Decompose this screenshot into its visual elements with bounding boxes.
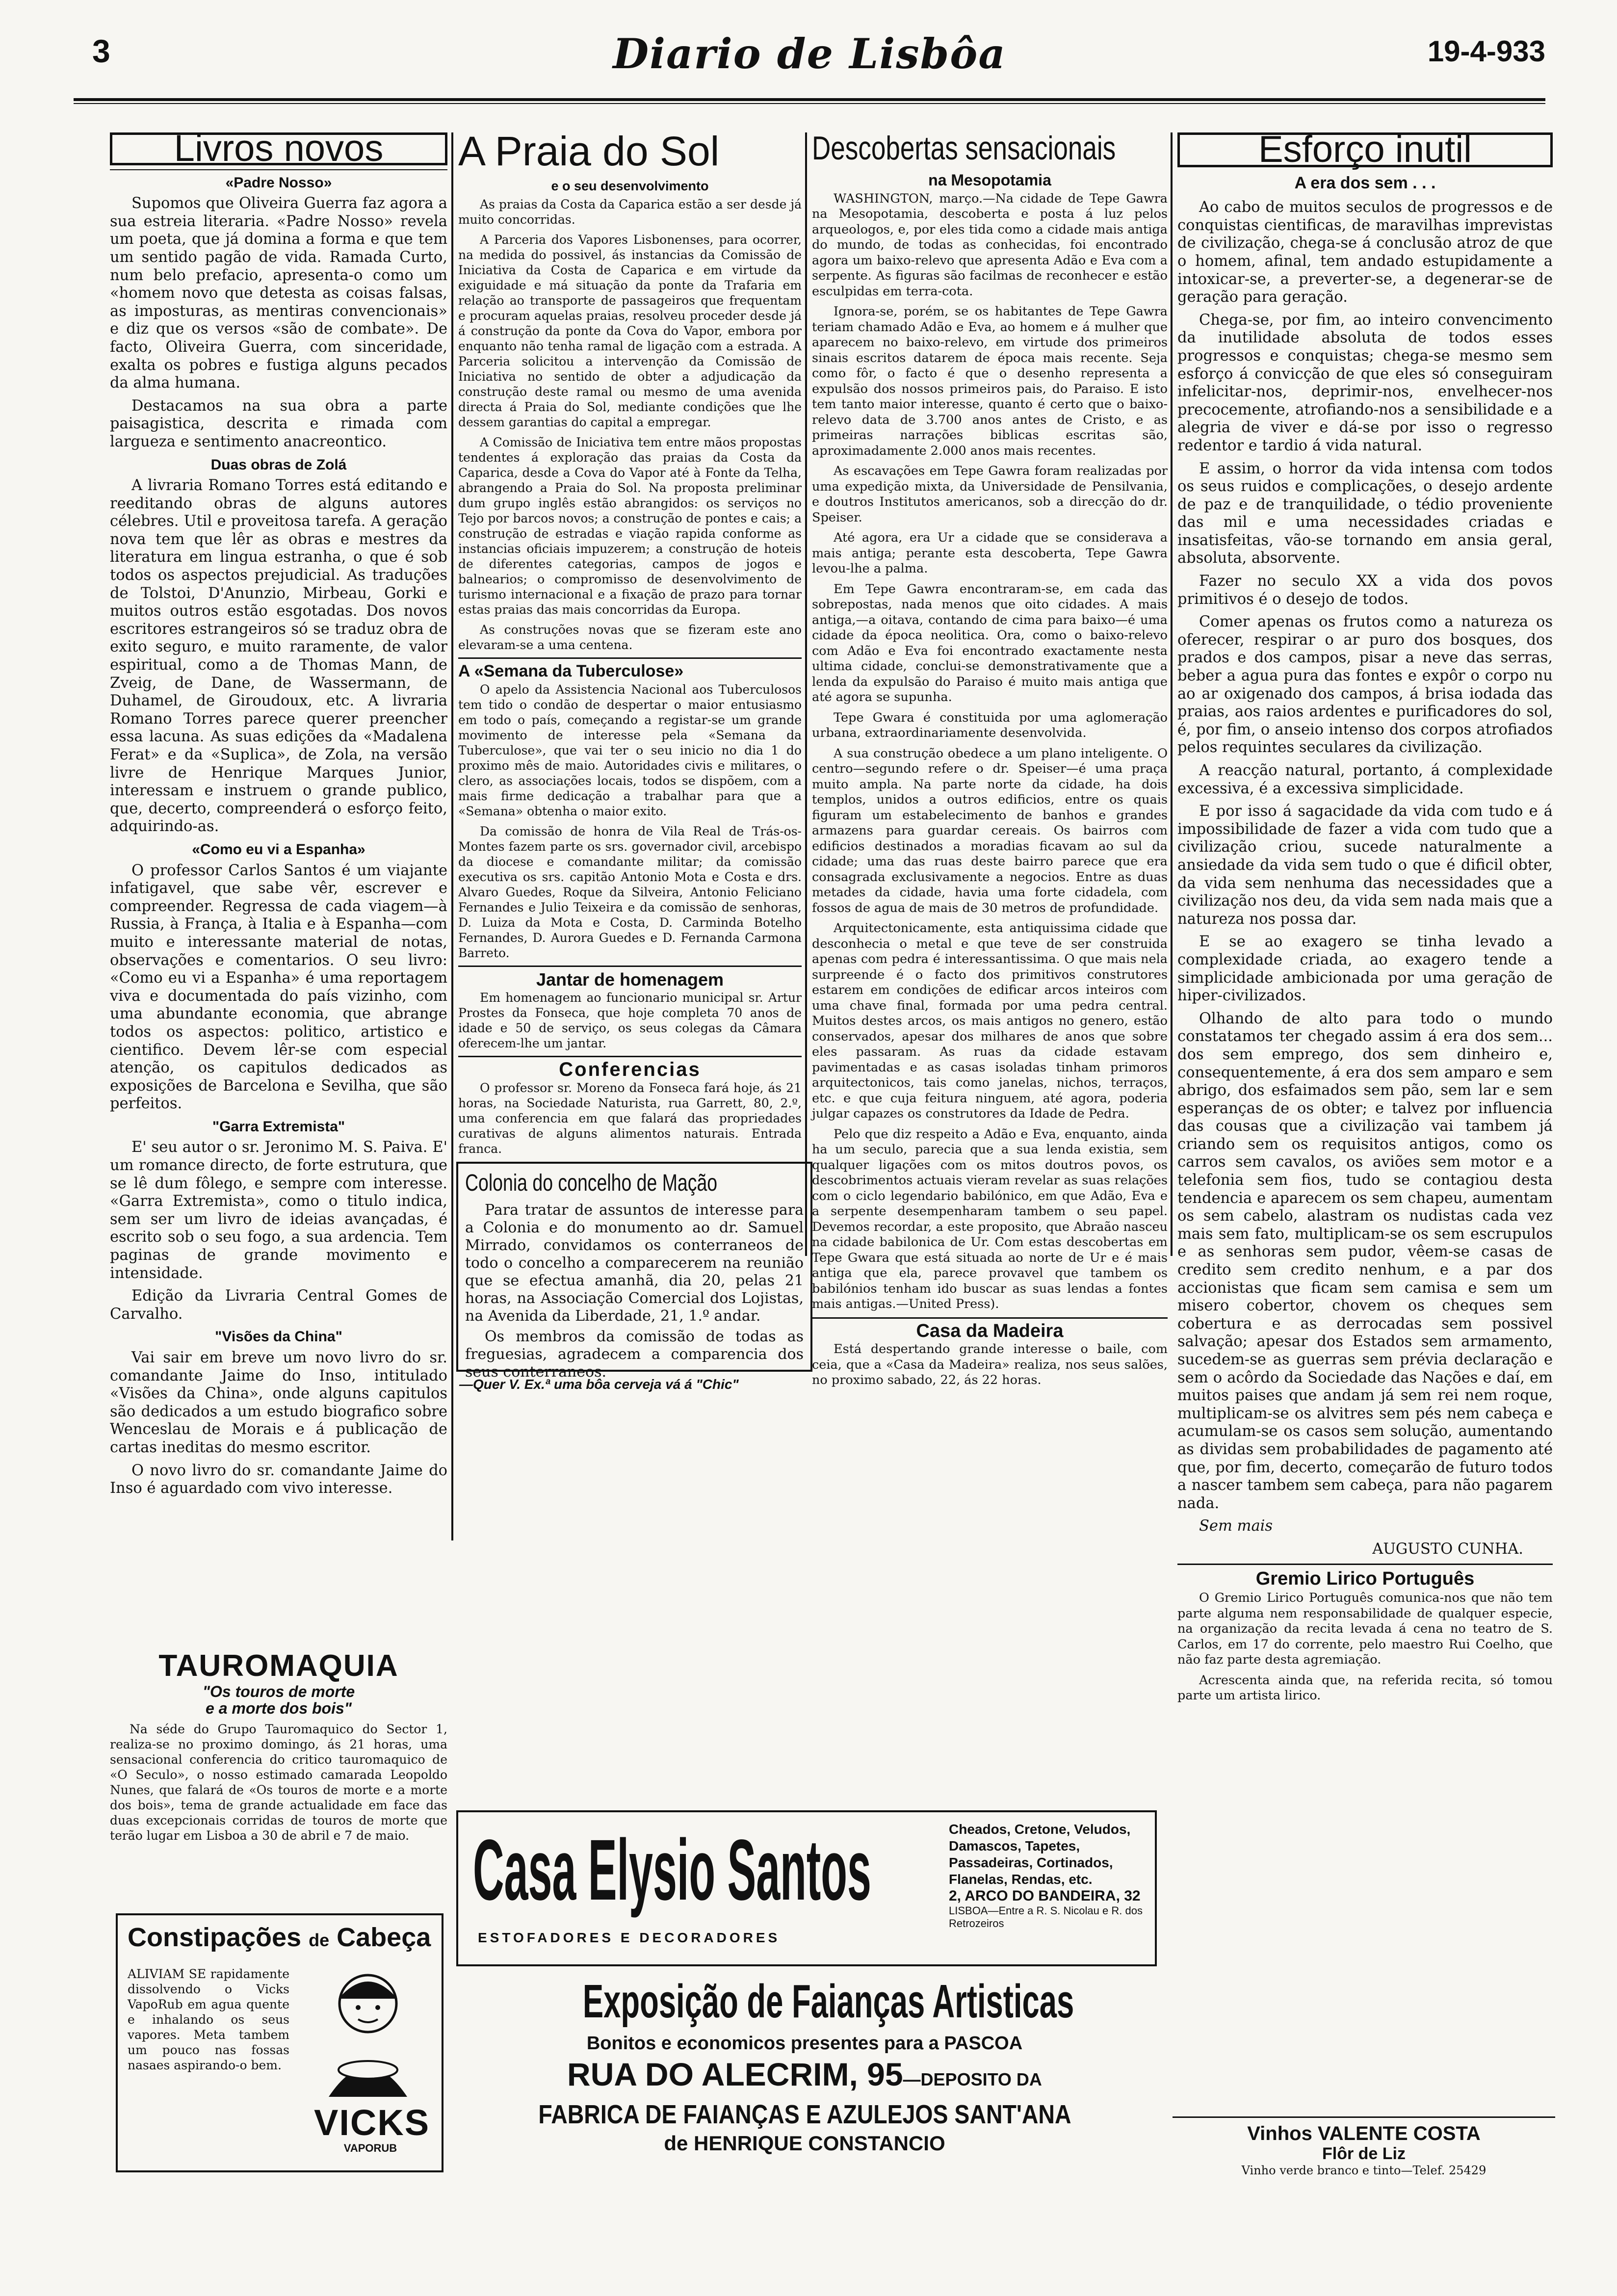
subhead: Jantar de homenagem [536, 969, 724, 990]
paragraph: Está despertando grande interesse o baile, com ceia, que a «Casa da Madeira» realiza, nos seus salões, no proximo sabado, 22, ás 22 horas. [812, 1342, 1168, 1387]
section-title: A Praia do Sol [458, 128, 720, 174]
divider [1177, 1564, 1553, 1565]
faiancas-deposito: —DEPOSITO DA [903, 2069, 1042, 2089]
paragraph: A sua construção obedece a um plano inteligente. O centro—segundo refere o dr. Speiser—é uma praça muito ampla. Na parte norte da cidade, ha dois templos, unidos a outros edificios, entre os quais figuram um estabelecimento de banhos e grandes armazens para guardar cereais. Os bairros com edificios destinados a moradias ficavam ao sul da cidade; uma das ruas deste bairro parece que era consagrada exclusivamente a negocios. Entre as duas metades da cidade, havia uma forte cidadela, com fossos de agua de mais de 30 metros de profundidade. [812, 746, 1168, 915]
vicks-headline-a: Constipações [128, 1923, 302, 1952]
chic-slogan: —Quer V. Ex.ª uma bôa cerveja vá á "Chic" [459, 1377, 739, 1392]
paragraph: Comer apenas os frutos como a natureza os oferecer, respirar o ar puro dos bosques, dos prados e dos campos, pisar a neve das serras, beber a agua pura das fontes e expôr o corpo nu ao ar oxigenado dos campos, á brisa iodada das praias, aos raios ardentes e purificadores do sol, é, por fim, o anseio intenso dos corpos atrofiados pelos requintes seculares da civilização. [1177, 613, 1553, 757]
tauromaquia-subtitle: "Os touros de morte [202, 1683, 355, 1700]
elysio-line: Damascos, Tapetes, Passadeiras, Cortinados, Flanelas, Rendas, etc. [949, 1838, 1113, 1887]
paragraph: A Comissão de Iniciativa tem entre mãos propostas tendentes á exploração das praias da Costa da Caparica, desde a Cova do Vapor até à Fonte da Telha, abrangendo a Praia do Sol. Na proposta preliminar dum grupo inglês estão abrangidos: os serviços no Tejo por barcos novos; a construção de pontes e cais; a construção de estradas e viação rapida conforme as instancias oficiais impuzerem; a construção de hoteis de diferentes categorias, campos de jogos e balnearios; o compromisso de desenvolvimento de turismo internacional e a fixação de prazo para tornar estas praias das mais concorridas da Europa. [458, 435, 802, 617]
column-rule [805, 132, 807, 1256]
subhead: Gremio Lirico Português [1255, 1568, 1475, 1589]
paragraph: Acrescenta ainda que, na referida recita, só tomou parte um artista lirico. [1177, 1672, 1553, 1703]
paragraph: O Gremio Lirico Português comunica-nos que não tem parte alguma nem responsabilidade de qualquer especie, na organização da recita levada á cena no teatro de S. Carlos, em 17 do corrente, pelo maestro Rui Coelho, que não faz parte desta agremiação. [1177, 1591, 1553, 1668]
paragraph: Até agora, era Ur a cidade que se considerava a mais antiga; perante esta descoberta, Tepe Gawra levou-lhe a palma. [812, 530, 1168, 576]
divider [458, 1056, 802, 1057]
subhead: e o seu desenvolvimento [551, 179, 709, 193]
tauromaquia-notice [110, 1648, 447, 1884]
vicks-headline [118, 1915, 442, 1955]
paragraph: Chega-se, por fim, ao inteiro convencimento da inutilidade absoluta de todos esses progressos e conquistas; chega-se mesmo sem esforço á convicção de que eles só conseguiram infelicitar-nos, deprimir-nos, envelhecer-nos precocemente, atrofiando-nos a sensibilidade e a alegria de viver e dá-se por isso o regresso redentor e tardio á vida natural. [1177, 311, 1553, 454]
column-rule [451, 132, 453, 1540]
vinhos-subtitle: Flôr de Liz [1322, 2144, 1406, 2163]
column-livros-novos [110, 128, 447, 1663]
elysio-name-text: Casa Elysio Santos [473, 1822, 871, 1918]
vicks-headline-c: Cabeça [337, 1923, 431, 1952]
vinhos-line: Vinho verde branco e tinto—Telef. 25429 [1241, 2164, 1487, 2177]
faiancas-owner: de HENRIQUE CONSTANCIO [664, 2132, 945, 2155]
paragraph: Fazer no seculo XX a vida dos povos primitivos é o desejo de todos. [1177, 573, 1553, 608]
paragraph: Ao cabo de muitos seculos de progressos e de conquistas cientificas, de maravilhas imprevistas de civilização, chega-se á conclusão atroz de que o homem, afinal, tem andado estupidamente a intoxicar-se, a preverter-se, a degenerar-se de geração para geração. [1177, 199, 1553, 306]
paragraph: E' seu autor o sr. Jeronimo M. S. Paiva. E' um romance directo, de forte estrutura, que se lê dum fôlego, e sempre com interesse. «Garra Extremista», como o titulo indica, sem ser um livro de ideias avançadas, é escrito sob o seu fogo, a sua ardencia. Tem paginas de grande movimento e intensidade. [110, 1139, 447, 1282]
subhead: «Padre Nosso» [225, 174, 332, 191]
signature: AUGUSTO CUNHA. [1372, 1540, 1523, 1558]
subhead: "Visões da China" [215, 1329, 342, 1345]
paragraph: Pelo que diz respeito a Adão e Eva, enquanto, ainda ha um seculo, parecia que a sua lenda existia, sem qualquer ligações com os mitos doutros povos, os descobrimentos actuais vieram revelar as suas relações com o ciclo legendario babilónico, em que Adão, Eva e a serpente desempenharam tambem o seu papel. Devemos recordar, a este proposito, que Abraão nasceu na cidade babilonica de Ur. Com estas descobertas em Tepe Gwara que está situada ao norte de Ur e é mais antiga que ela, parece provavel que tambem os babilónios tenham ido buscar as suas lendas a fontes mais antigas.—United Press). [812, 1126, 1168, 1311]
tauromaquia-subtitle: e a morte dos bois" [206, 1699, 352, 1717]
column-praia-do-sol [458, 128, 802, 1156]
issue-date: 19-4-933 [1427, 35, 1545, 68]
masthead: Diario de Lisbôa [613, 29, 1006, 78]
vinhos-ad [1173, 2112, 1555, 2175]
elysio-location: LISBOA—Entre a R. S. Nicolau e R. dos Retrozeiros [949, 1905, 1143, 1930]
elysio-tagline: ESTOFADORES E DECORADORES [478, 1930, 781, 1945]
faiancas-title-text: Exposição de Faianças Artisticas [582, 1975, 1074, 2028]
vicks-headline-b: de [309, 1930, 330, 1950]
paragraph: Da comissão de honra de Vila Real de Trás-os-Montes fazem parte os srs. governador civil, arcebispo da diocese e comandante militar; da comissão executiva os srs. capitão Antonio Mota e Costa e drs. Alvaro Guedes, Roque da Silveira, Antonio Feliciano Fernandes e Julio Teixeira e da comissão de senhoras, D. Luiza da Mota e Costa, D. Carminda Botelho Fernandes, D. Aurora Guedes e D. Fernanda Carmona Barreto. [458, 824, 802, 960]
column-esforco-inutil [1177, 128, 1553, 1707]
tauromaquia-body: Na séde do Grupo Tauromaquico do Sector 1, realiza-se no proximo domingo, ás 21 horas, uma sensacional conferencia do critico tauromaquico de «O Seculo», o nosso estimado camarada Leopoldo Nunes, que falará de «Os touros de morte e a morte dos bois», tema de grande actualidade em face das duas excepcionais corridas de touros de morte que terão lugar em Lisboa a 30 de abril e 7 de maio. [110, 1722, 447, 1843]
section-title: Livros novos [110, 132, 447, 165]
paragraph: As construções novas que se fizeram este ano elevaram-se a uma centena. [458, 623, 802, 652]
paragraph: O novo livro do sr. comandante Jaime do Inso é aguardado com vivo interesse. [110, 1461, 447, 1497]
vicks-logo-sub: VAPORUB [343, 2142, 397, 2154]
paragraph: As escavações em Tepe Gawra foram realizadas por uma expedição mixta, da Universidade de Pensilvania, e doutros Institutos americanos, sob a direcção do dr. Speiser. [812, 464, 1168, 525]
paragraph: Os membros da comissão de todas as freguesias, agradecem a comparencia dos seus conterraneos. [465, 1328, 804, 1381]
vicks-ad [116, 1913, 443, 2172]
paragraph: Destacamos na sua obra a parte paisagistica, descrita e rimada com largueza e sentimento anacreontico. [110, 397, 447, 450]
casa-elysio-santos-ad [456, 1810, 1157, 1966]
paragraph: Arquitectonicamente, esta antiquissima cidade que desconhecia o metal e que teve de ser construida apenas com pedra é interessantissima. O que mais nela surpreende é o facto dos primitivos construtores estarem em condições de edificar arcos inteiros com uma chave final, formada por uma pedra central. Muitos destes arcos, os mais antigos no genero, estão conservados, apesar dos milhares de anos que sobre eles passaram. As ruas da cidade estavam pavimentadas e as casas isoladas tinham primoros arquitectonicos, tais como janelas, nichos, terraços, etc. e que cuja feitura ninguem, até agora, poderia julgar capazes os construtores da Idade de Pedra. [812, 921, 1168, 1121]
subhead: A «Semana da Tuberculose» [458, 662, 684, 680]
header-rule-thin [74, 103, 1545, 104]
paragraph: As praias da Costa da Caparica estão a ser desde já muito concorridas. [458, 197, 802, 227]
faiancas-address [456, 2056, 1153, 2098]
paragraph: O professor sr. Moreno da Fonseca fará hoje, ás 21 horas, na Sociedade Naturista, rua Garrett, 80, 2.º, uma conferencia em que falará das propriedades curativas de alguns alimentos naturais. Entrada franca. [458, 1081, 802, 1156]
elysio-name [473, 1821, 1270, 1919]
paragraph: E assim, o horror da vida intensa com todos os seus ruidos e complicações, o desejo ardente de paz e de tranquilidade, o tédio proveniente das mil e uma necessidades criadas e insatisfeitas, vão-se tornando em ansia geral, absoluta, absorvente. [1177, 460, 1553, 567]
subhead: A era dos sem . . . [1294, 173, 1436, 192]
section-title [812, 128, 1168, 169]
faiancas-factory-text: FABRICA DE FAIANÇAS E AZULEJOS SANT'ANA [538, 2100, 1071, 2129]
paragraph: O professor Carlos Santos é um viajante infatigavel, que sabe vêr, escrever e compreender. Regressa de cada viagem—à Russia, à França, à Italia e à Espanha—com muito e interessante material de notas, observações e comentarios. O seu livro: «Como eu vi a Espanha» é uma reportagem viva e documentada do país vizinho, com uma abundante economia, que abrange todos os aspectos: politico, artistico e cientifico. Devem lêr-se com especial atenção, os capitulos dedicados as exposições de Barcelona e Sevilha, que são perfeitos. [110, 861, 447, 1113]
faiancas-factory [456, 2098, 1153, 2131]
macao-notice [456, 1162, 812, 1381]
subhead: «Como eu vi a Espanha» [192, 841, 365, 858]
paragraph: A livraria Romano Torres está editando e reeditando obras de alguns autores célebres. Util e proveitosa tarefa. A geração nova tem que lêr as obras e mestres da literatura em lingua estranha, o que é sob todos os aspectos prejudicial. As traduções de Tolstoi, D'Anunzio, Mirbeau, Gorki e muitos outros estão esgotadas. Dos novos escritores estrangeiros só se traduz obra de exito seguro, e muito raramente, de valor espiritual, como a de Thomas Mann, de Zveig, de Dane, de Wassermann, de Duhamel, de Giroudoux, etc. A livraria Romano Torres parece querer preencher essa lacuna. As suas edições da «Madalena Ferat» e da «Suplica», de Zola, na versão livre de Henrique Marques Junior, interessam e instruem o grande publico, que, decerto, compreenderá o esforço feito, adquirindo-as. [110, 477, 447, 835]
paragraph: O apelo da Assistencia Nacional aos Tuberculosos tem tido o condão de despertar o maior entusiasmo em todo o país, começando a registar-se um grande movimento de interesse pela «Semana da Tuberculose», que vai ter o seu inicio no dia 1 do proximo mês de maio. Autoridades civis e militares, o clero, as associações locais, todos se dispõem, com a mais firme dedicação a trabalhar para que a «Semana» obtenha o maior exito. [458, 682, 802, 818]
paragraph: Para tratar de assuntos de interesse para a Colonia e do monumento ao dr. Samuel Mirrado, convidamos os conterraneos de todo o concelho a comparecerem na reunião que se efectua amanhã, dia 20, pelas 21 horas, na Associação Comercial dos Lojistas, na Avenida da Liberdade, 21, 1.º andar. [465, 1201, 804, 1325]
divider [812, 1317, 1168, 1319]
section-title-text: Descobertas sensacionais [812, 130, 1116, 167]
tauromaquia-title: TAUROMAQUIA [158, 1649, 399, 1683]
paragraph: Sem mais [1199, 1517, 1273, 1535]
page-number: 3 [92, 33, 110, 69]
subhead: "Garra Extremista" [212, 1118, 345, 1135]
paragraph: WASHINGTON, março.—Na cidade de Tepe Gawra na Mesopotamia, descoberta e posta á luz pelos arqueologos, e, por eles tida como a cidade mais antiga do mundo, de todas as conhecidas, foi encontrado agora um baixo-relevo que apresenta Adão e Eva com a serpente. As figuras são facilmas de reconhecer e estão esculpidas em terra-cota. [812, 191, 1168, 299]
paragraph: Em homenagem ao funcionario municipal sr. Artur Prostes da Fonseca, que hoje completa 70 anos de idade e 50 de serviço, os seus colegas da Câmara oferecem-lhe um jantar. [458, 991, 802, 1050]
paragraph: E se ao exagero se tinha levado a complexidade criada, ao exagero tende a simplicidade ambicionada por uma geração de hiper-civilizados. [1177, 933, 1553, 1005]
subhead: Casa da Madeira [916, 1320, 1064, 1341]
macao-title-text: Colonia do concelho de Mação [465, 1170, 718, 1196]
divider [1173, 2116, 1555, 2118]
section-title: Esforço inutil [1177, 132, 1553, 167]
paragraph: Tepe Gwara é constituida por uma aglomeração urbana, extraordinariamente desenvolvida. [812, 710, 1168, 740]
column-rule [1171, 132, 1173, 1256]
vinhos-title: Vinhos VALENTE COSTA [1247, 2123, 1481, 2144]
paragraph: E por isso á sagacidade da vida com tudo e á impossibilidade de fazer a vida com tudo que a civilização criou, sucede naturalmente a ansiedade da vida sem tudo o que é dificil obter, da vida sem nenhuma das necessidades que a civilização nos deu, da vida sem nada mais que a natureza nos possa dar. [1177, 803, 1553, 928]
elysio-line: Cheados, Cretone, Veludos, [949, 1822, 1131, 1837]
column-descobertas [812, 128, 1168, 1388]
vicks-logo: VICKS [314, 2102, 430, 2143]
paragraph: Supomos que Oliveira Guerra faz agora a sua estreia literaria. «Padre Nosso» revela um poeta, que já domina a forma e que tem um sentido pagão de vida. Ramada Curto, num belo prefacio, apresenta-o como um «homem novo que detesta as coisas falsas, as imposturas, as mentiras convencionais» e diz que os versos «são de combate». De facto, Oliveira Guerra, com sinceridade, exalta os pobres e fustiga alguns pecados da alma humana. [110, 195, 447, 392]
paragraph: Em Tepe Gawra encontraram-se, em cada das sobrepostas, nada menos que oito cidades. A mais antiga,—a oitava, contando de cima para baixo—é uma cidade da época neolitica. Ora, como o baixo-relevo com Adão e Eva foi encontrado exactamente nesta ultima cidade, conclui-se demonstrativamente que a lenda da expulsão do Paraiso é muito mais antiga que até agora se supunha. [812, 581, 1168, 704]
elysio-details [949, 1821, 1145, 1930]
faiancas-line: Bonitos e economicos presentes para a PASCOA [586, 2033, 1023, 2054]
divider [458, 657, 802, 659]
paragraph: A Parceria dos Vapores Lisbonenses, para ocorrer, na medida do possivel, ás instancias da Comissão de Iniciativa da Costa de Caparica e em virtude da exiguidade e má situação da ponte da Trafaria em relação ao transporte de passageiros que frequentam e procuram aquelas praias, resolveu proceder desde já á construção da ponte da Cova do Vapor, embora por enquanto não tenha ramal de ligação com a estrada. A Parceria solicitou a intervenção da Comissão de Iniciativa no sentido de obter a adjudicação da construção deste ramal ou mesmo de uma avenida directa á Praia do Sol, mediante condições que lhe dessem garantias do capital a empregar. [458, 233, 802, 429]
divider [458, 965, 802, 967]
vicks-body: ALIVIAM SE rapidamente dissolvendo o Vicks VapoRub em agua quente e inhalando os seus vapores. Meta tambem um pouco nas fossas nasaes aspirando-o bem. [128, 1967, 289, 2072]
woman-illustration-icon [309, 1964, 427, 2097]
elysio-address: 2, ARCO DO BANDEIRA, 32 [949, 1888, 1141, 1904]
header-rule [74, 98, 1545, 101]
faiancas-street: RUA DO ALECRIM, 95 [567, 2056, 903, 2092]
faiancas-ad [456, 1972, 1153, 2168]
macao-title [465, 1170, 804, 1197]
faiancas-title [456, 1972, 1153, 2031]
paragraph: Edição da Livraria Central Gomes de Carvalho. [110, 1287, 447, 1323]
paragraph: Olhando de alto para todo o mundo constatamos ter chegado assim á era dos sem... dos sem emprego, dos sem dinheiro e, consequentemente, á era dos sem amparo e sem abrigo, dos esfaimados sem pão, sem lar e sem esperanças de os obter; e talvez por influencia das cousas que a civilização vai tambem já criando sem os requisitos antigos, como os carros sem cavalos, os aviões sem motor e a telefonia sem fios, tudo se contagiou desta tendencia e aparecem os sem chapeu, aumentam os sem cabelo, alastram os nudistas cada vez mais sem fato, multiplicam-se os sem escrupulos e as senhoras sem pudor, vêem-se casas de credito sem credito nenhum, e a par dos accionistas que ficam sem camisa e sem um misero cobertor, chovem os cheques sem cobertura e as derrocadas sem possivel salvação; apesar dos Estados sem armamento, sucedem-se as guerras sem prévia declaração e sem o acôrdo da Sociedade das Nações e daí, em muitos paises que andam já sem rei nem roque, multiplicam-se os alvitres sem pés nem cabeça e acumulam-se os casos sem solução, aumentando as dividas sem probabilidades de pagamento até que, por fim, decerto, começarão de futuro todos a nascer tambem sem cabeça, para não pagarem nada. [1177, 1010, 1553, 1512]
paragraph: A reacção natural, portanto, á complexidade excessiva, é a excessiva simplicidade. [1177, 762, 1553, 797]
subhead: na Mesopotamia [928, 171, 1051, 189]
subhead: Duas obras de Zolá [210, 456, 347, 473]
paragraph: Ignora-se, porém, se os habitantes de Tepe Gawra teriam chamado Adão e Eva, ao homem e á mulher que aparecem no baixo-relevo, em virtude dos primeiros sinais escritos datarem de época mais recente. Seja como fôr, o facto é que o desenho representa a expulsão dos nossos primeiros pais, do Paraiso. E isto tem tanto maior interesse, quanto é certo que o baixo-relevo data de 3.700 anos antes de Cristo, e as primeiras narrações biblicas escritas são, aproximadamente 2.000 anos mais recentes. [812, 304, 1168, 458]
paragraph: Vai sair em breve um novo livro do sr. comandante Jaime do Inso, intitulado «Visões da China», onde alguns capitulos são dedicados a um estudo biografico sobre Wenceslau de Morais e á publicação de cartas ineditas do mesmo escritor. [110, 1349, 447, 1456]
subhead: Conferencias [559, 1059, 701, 1080]
